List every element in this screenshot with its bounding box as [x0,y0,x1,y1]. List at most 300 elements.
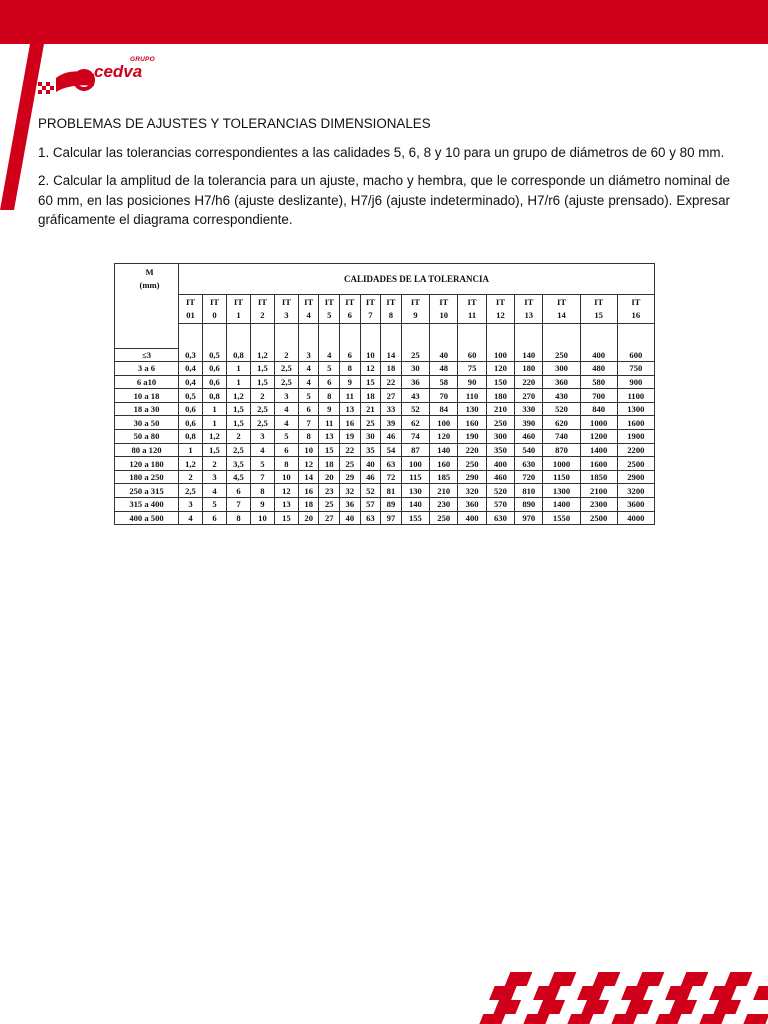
tolerance-cell: 14 [381,348,402,362]
tolerance-cell: 600 [617,348,654,362]
tolerance-cell: 48 [430,362,458,376]
tolerance-cell: 0,5 [202,348,226,362]
tolerance-cell: 2 [202,457,226,471]
tolerance-cell: 130 [401,484,429,498]
tolerance-cell: 63 [381,457,402,471]
tolerance-cell: 210 [430,484,458,498]
table-row [115,402,655,416]
tolerance-cell: 300 [543,362,580,376]
table-spacer-row [115,324,655,349]
tolerance-cell: 2300 [580,498,617,512]
tolerance-cell: 620 [543,416,580,430]
spacer-cell [401,324,429,349]
grade-number: 13 [524,310,534,320]
tolerance-cell: 160 [430,457,458,471]
grade-number: 3 [284,310,289,320]
grade-header [543,295,580,324]
tolerance-cell: 540 [515,443,543,457]
spacer-cell [360,324,381,349]
tolerance-cell: 40 [340,511,361,525]
tolerance-cell: 1 [202,416,226,430]
tolerance-cell: 18 [360,389,381,403]
tolerance-cell: 25 [401,348,429,362]
tolerance-cell: 21 [360,402,381,416]
tolerance-cell: 10 [250,511,274,525]
tolerance-cell: 180 [515,362,543,376]
tolerance-cell: 35 [360,443,381,457]
tolerance-cell: 7 [226,498,250,512]
tolerance-cell: 970 [515,511,543,525]
table-header-m [115,264,179,349]
tolerance-cell: 27 [381,389,402,403]
grade-header [360,295,381,324]
checkered-flag-decoration [472,968,768,1024]
tolerance-cell: 33 [381,402,402,416]
tolerance-cell: 1600 [617,416,654,430]
tolerance-cell: 9 [319,402,340,416]
tolerance-cell: 740 [543,430,580,444]
tolerance-cell: 840 [580,402,617,416]
grade-prefix: IT [524,297,534,307]
spacer-cell [340,324,361,349]
tolerance-cell: 8 [298,430,319,444]
tolerance-cell: 900 [617,375,654,389]
tolerance-cell: 20 [319,470,340,484]
tolerance-cell: 330 [515,402,543,416]
tolerance-cell: 4 [179,511,203,525]
table-row [115,457,655,471]
grade-prefix: IT [386,297,396,307]
spacer-cell [179,324,203,349]
grade-prefix: IT [365,297,375,307]
grade-prefix: IT [410,297,420,307]
tolerance-cell: 110 [458,389,486,403]
tolerance-cell: 3200 [617,484,654,498]
tolerance-cell: 1200 [580,430,617,444]
tolerance-cell: 36 [401,375,429,389]
table-row [115,470,655,484]
range-cell: 180 a 250 [115,470,179,484]
tolerance-cell: 8 [340,362,361,376]
tolerance-cell: 6 [298,402,319,416]
grade-prefix: IT [304,297,314,307]
tolerance-cell: 9 [340,375,361,389]
grade-number: 4 [306,310,311,320]
tolerance-cell: 54 [381,443,402,457]
grade-number: 9 [413,310,418,320]
tolerance-cell: 3 [250,430,274,444]
spacer-cell [430,324,458,349]
tolerance-cell: 1300 [543,484,580,498]
tolerance-cell: 480 [580,362,617,376]
tolerance-cell: 12 [274,484,298,498]
tolerance-cell: 15 [319,443,340,457]
tolerance-cell: 185 [430,470,458,484]
spacer-cell [202,324,226,349]
tolerance-cell: 1300 [617,402,654,416]
tolerance-cell: 1900 [617,430,654,444]
tolerance-cell: 46 [381,430,402,444]
tolerance-cell: 62 [401,416,429,430]
tolerance-cell: 140 [401,498,429,512]
tolerance-cell: 3 [274,389,298,403]
tolerance-cell: 130 [458,402,486,416]
grade-number: 0 [212,310,217,320]
tolerance-cell: 20 [298,511,319,525]
tolerance-cell: 1,2 [202,430,226,444]
tolerance-cell: 230 [430,498,458,512]
tolerance-cell: 6 [202,511,226,525]
grade-number: 10 [439,310,449,320]
tolerance-cell: 430 [543,389,580,403]
grade-header [250,295,274,324]
tolerance-cell: 1,5 [226,402,250,416]
tolerance-cell: 12 [360,362,381,376]
grade-number: 8 [388,310,394,320]
tolerance-cell: 360 [458,498,486,512]
spacer-cell [298,324,319,349]
range-cell: 120 a 180 [115,457,179,471]
grade-number: 11 [468,310,477,320]
tolerance-cell: 5 [298,389,319,403]
tolerance-cell: 400 [580,348,617,362]
tolerance-cell: 0,6 [202,375,226,389]
tolerance-cell: 0,5 [179,389,203,403]
tolerance-cell: 22 [340,443,361,457]
tolerance-cell: 5 [202,498,226,512]
table-header-title: CALIDADES DE LA TOLERANCIA [179,264,655,295]
tolerance-cell: 70 [430,389,458,403]
grade-prefix: IT [209,297,220,307]
grade-header [401,295,429,324]
document-body [38,114,730,239]
tolerance-cell: 10 [298,443,319,457]
problem-2: 2. Calcular la amplitud de la tolerancia para un ajuste, macho y hembra, que le corresponde un diámetro nominal de 60 mm, en las posiciones H7/h6 (ajuste deslizante), H7/j6 (ajuste indeterminado), H7/r6 (ajuste prensado). Expresar gráficamente el diagrama correspondiente. [38,173,730,227]
tolerance-cell: 400 [486,457,514,471]
grade-number: 12 [496,310,505,320]
tolerance-cell: 810 [515,484,543,498]
range-cell: 6 a10 [115,375,179,389]
tolerance-cell: 350 [486,443,514,457]
tolerance-cell: 520 [486,484,514,498]
table-row [115,484,655,498]
tolerance-cell: 5 [319,362,340,376]
tolerance-cell: 23 [319,484,340,498]
tolerance-cell: 750 [617,362,654,376]
tolerance-cell: 320 [458,484,486,498]
grade-header [319,295,340,324]
tolerance-cell: 8 [319,389,340,403]
tolerance-cell: 2 [250,389,274,403]
tolerance-cell: 0,8 [226,348,250,362]
range-cell: 80 a 120 [115,443,179,457]
tolerance-cell: 2 [274,348,298,362]
tolerance-cell: 10 [360,348,381,362]
tolerance-cell: 630 [486,511,514,525]
tolerance-cell: 90 [458,375,486,389]
grade-number: 5 [327,310,332,320]
range-cell: ≤3 [115,348,179,362]
tolerance-cell: 8 [274,457,298,471]
spacer-cell [515,324,543,349]
tolerance-cell: 870 [543,443,580,457]
tolerance-cell: 0,6 [202,362,226,376]
tolerance-cell: 4 [298,362,319,376]
tolerance-cell: 4 [319,348,340,362]
spacer-cell [250,324,274,349]
tolerance-cell: 1,5 [250,375,274,389]
grade-number: 2 [260,310,265,320]
tolerance-cell: 11 [340,389,361,403]
tolerance-cell: 87 [401,443,429,457]
tolerance-cell: 270 [515,389,543,403]
header-bar [0,0,768,44]
tolerance-cell: 27 [319,511,340,525]
tolerance-cell: 72 [381,470,402,484]
grade-header [298,295,319,324]
tolerance-cell: 0,3 [179,348,203,362]
grade-number: 6 [347,310,352,320]
tolerance-cell: 46 [360,470,381,484]
tolerance-cell: 4 [250,443,274,457]
grade-prefix: IT [439,297,449,307]
grade-prefix: IT [631,297,641,307]
spacer-cell [381,324,402,349]
tolerance-cell: 2200 [617,443,654,457]
tolerance-cell: 57 [360,498,381,512]
tolerance-cell: 40 [430,348,458,362]
page-title: PROBLEMAS DE AJUSTES Y TOLERANCIAS DIMENSIONALES [38,116,431,131]
tolerance-cell: 18 [298,498,319,512]
tolerance-cell: 15 [274,511,298,525]
tolerance-cell: 520 [543,402,580,416]
tolerance-cell: 570 [486,498,514,512]
tolerance-cell: 2900 [617,470,654,484]
tolerance-cell: 4,5 [226,470,250,484]
spacer-cell [226,324,250,349]
tolerance-cell: 250 [458,457,486,471]
table-row [115,430,655,444]
tolerance-cell: 2,5 [226,443,250,457]
tolerance-cell: 6 [274,443,298,457]
brand-name: cedva [94,62,143,81]
tolerance-cell: 890 [515,498,543,512]
table-row [115,443,655,457]
tolerance-cell: 81 [381,484,402,498]
table-row [115,348,655,362]
grade-prefix: IT [233,297,243,307]
tolerance-cell: 84 [430,402,458,416]
table-row [115,389,655,403]
spacer-cell [319,324,340,349]
tolerance-cell: 40 [360,457,381,471]
tolerance-cell: 19 [340,430,361,444]
spacer-cell [458,324,486,349]
problem-1: 1. Calcular las tolerancias correspondientes a las calidades 5, 6, 8 y 10 para un grupo de diámetros de 60 y 80 mm. [38,144,725,160]
tolerance-cell: 4 [202,484,226,498]
range-cell: 30 a 50 [115,416,179,430]
range-cell: 18 a 30 [115,402,179,416]
tolerance-cell: 290 [458,470,486,484]
tolerance-cell: 39 [381,416,402,430]
tolerance-cell: 25 [360,416,381,430]
brand-logo [36,56,156,100]
tolerance-cell: 18 [319,457,340,471]
tolerance-cell: 300 [486,430,514,444]
tolerance-cell: 2 [226,430,250,444]
tolerance-cell: 3 [179,498,203,512]
tolerance-cell: 3600 [617,498,654,512]
tolerance-cell: 115 [401,470,429,484]
range-cell: 250 a 315 [115,484,179,498]
tolerance-cell: 140 [515,348,543,362]
tolerance-cell: 52 [360,484,381,498]
tolerance-cell: 0,8 [179,430,203,444]
grade-header [515,295,543,324]
grade-number: 16 [631,310,641,320]
tolerance-cell: 360 [543,375,580,389]
tolerance-cell: 210 [486,402,514,416]
tolerance-cell: 460 [486,470,514,484]
grade-prefix: IT [185,297,196,307]
grade-prefix: IT [345,297,355,307]
table-grade-row [115,295,655,324]
tolerance-cell: 13 [319,430,340,444]
tolerance-cell: 1 [179,443,203,457]
grade-prefix: IT [467,297,477,307]
tolerance-cell: 13 [340,402,361,416]
tolerance-cell: 220 [515,375,543,389]
tolerance-cell: 1,5 [202,443,226,457]
tolerance-cell: 60 [458,348,486,362]
tolerance-cell: 15 [360,375,381,389]
tolerance-cell: 30 [401,362,429,376]
spacer-cell [617,324,654,349]
tolerance-cell: 1400 [543,498,580,512]
tolerance-cell: 1 [202,402,226,416]
tolerance-cell: 30 [360,430,381,444]
tolerance-cell: 12 [298,457,319,471]
tolerance-cell: 1850 [580,470,617,484]
tolerance-cell: 1,2 [179,457,203,471]
tolerance-cell: 4000 [617,511,654,525]
brand-grupo-label: GRUPO [130,56,155,63]
tolerance-cell: 720 [515,470,543,484]
grade-header [340,295,361,324]
grade-number: 15 [594,310,603,320]
tolerance-cell: 97 [381,511,402,525]
grade-prefix: IT [281,297,291,307]
tolerance-cell: 1550 [543,511,580,525]
tolerance-cell: 1,5 [250,362,274,376]
range-cell: 400 a 500 [115,511,179,525]
tolerance-cell: 6 [340,348,361,362]
tolerance-cell: 155 [401,511,429,525]
tolerance-cell: 580 [580,375,617,389]
tolerance-cell: 0,8 [202,389,226,403]
grade-number: 01 [186,310,195,320]
grade-header [226,295,250,324]
tolerance-cell: 63 [360,511,381,525]
grade-prefix: IT [594,297,604,307]
tolerance-cell: 100 [486,348,514,362]
tolerance-cell: 43 [401,389,429,403]
tolerance-cell: 9 [250,498,274,512]
tolerance-cell: 0,6 [179,416,203,430]
range-cell: 315 a 400 [115,498,179,512]
grade-header [430,295,458,324]
tolerance-cell: 140 [430,443,458,457]
tolerance-cell: 7 [298,416,319,430]
tolerance-cell: 5 [250,457,274,471]
spacer-cell [543,324,580,349]
tolerance-cell: 700 [580,389,617,403]
table-header-row [115,264,655,295]
tolerance-cell: 190 [458,430,486,444]
tolerance-cell: 100 [401,457,429,471]
tolerance-cell: 150 [486,375,514,389]
tolerance-cell: 250 [430,511,458,525]
tolerance-cell: 1,5 [226,416,250,430]
tolerance-cell: 58 [430,375,458,389]
grade-number: 7 [368,310,373,320]
tolerance-cell: 29 [340,470,361,484]
tolerance-cell: 75 [458,362,486,376]
tolerance-cell: 0,6 [179,402,203,416]
tolerance-cell: 1 [226,375,250,389]
tolerance-cell: 52 [401,402,429,416]
table-row [115,416,655,430]
tolerance-cell: 7 [250,470,274,484]
tolerance-cell: 10 [274,470,298,484]
m-label: M [145,267,154,277]
tolerance-cell: 2500 [580,511,617,525]
grade-prefix: IT [257,297,267,307]
grade-header [617,295,654,324]
table-row [115,498,655,512]
tolerance-cell: 630 [515,457,543,471]
tolerance-cell: 6 [319,375,340,389]
grade-header [202,295,226,324]
grade-prefix: IT [324,297,334,307]
tolerance-cell: 6 [226,484,250,498]
range-cell: 3 a 6 [115,362,179,376]
grade-header [274,295,298,324]
tolerance-cell: 74 [401,430,429,444]
tolerance-cell: 2,5 [274,375,298,389]
tolerance-cell: 1600 [580,457,617,471]
tolerance-cell: 460 [515,430,543,444]
tolerance-cell: 0,4 [179,375,203,389]
tolerance-cell: 160 [458,416,486,430]
grade-header [580,295,617,324]
table-row [115,375,655,389]
tolerance-table [114,263,655,525]
tolerance-cell: 1 [226,362,250,376]
tolerance-cell: 1100 [617,389,654,403]
grade-prefix: IT [495,297,505,307]
spacer-cell [580,324,617,349]
tolerance-cell: 1400 [580,443,617,457]
tolerance-cell: 250 [543,348,580,362]
tolerance-cell: 2,5 [179,484,203,498]
grade-prefix: IT [556,297,567,307]
tolerance-cell: 1000 [543,457,580,471]
tolerance-cell: 390 [515,416,543,430]
grade-header [381,295,402,324]
tolerance-cell: 4 [274,402,298,416]
tolerance-cell: 180 [486,389,514,403]
